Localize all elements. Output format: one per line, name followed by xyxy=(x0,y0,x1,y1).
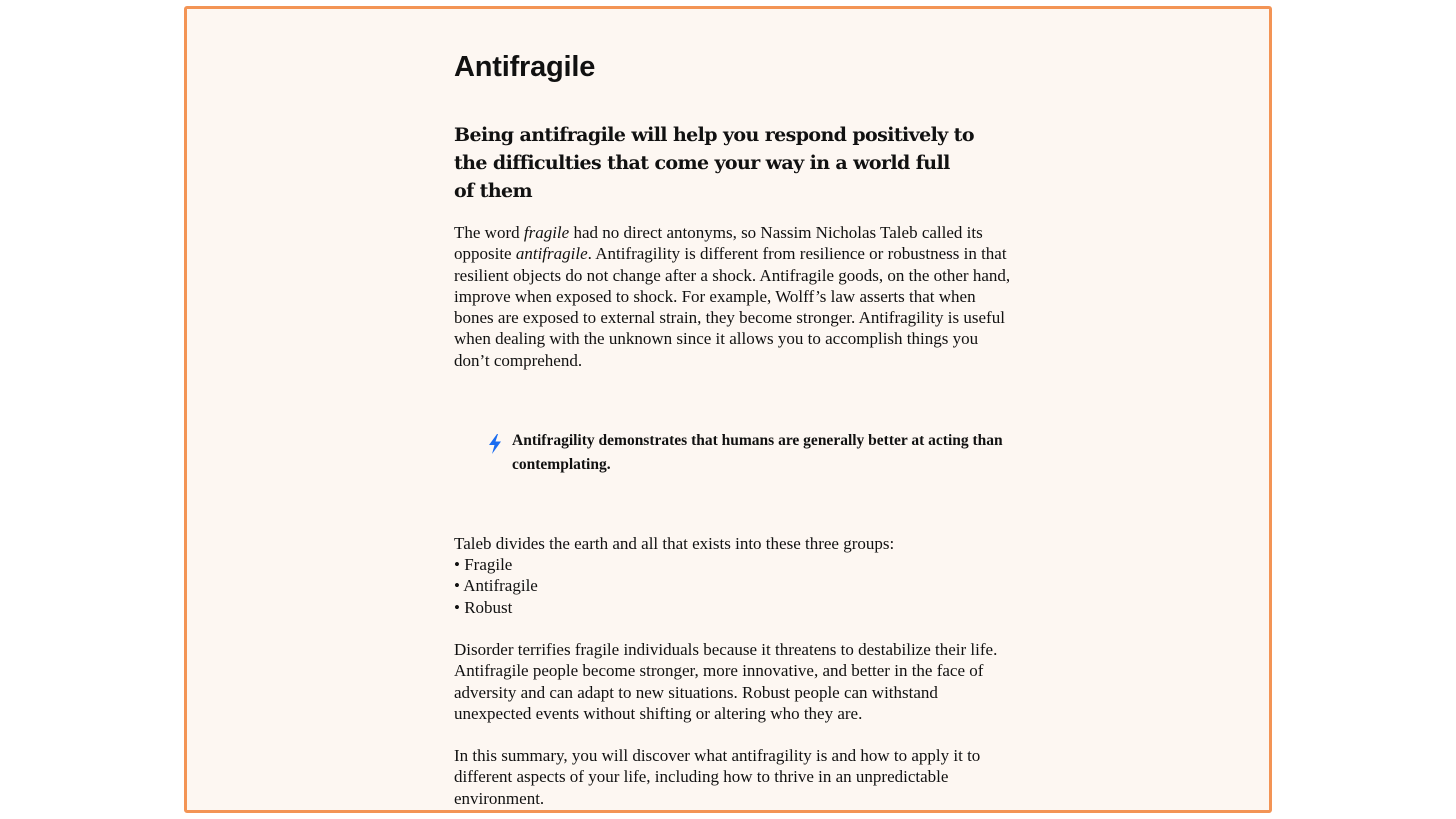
lightning-bolt-icon xyxy=(488,434,502,454)
groups-intro: Taleb divides the earth and all that exists into these three groups: xyxy=(454,534,895,553)
intro-emphasis-fragile: fragile xyxy=(523,223,570,242)
list-item: • Fragile xyxy=(454,554,538,575)
intro-text-rest: . Antifragility is different from resilience or robustness in that resilient objects do not change after a shock. Antifragile goods, on the other hand, improve when exposed to shock. For example, Wolff’s law asserts that when bones are exposed to external strain, they become stronger. Antifragility is useful when dealing with the unknown since it allows you to accomplish things you don’t comprehend. xyxy=(454,244,1011,370)
disorder-paragraph: Disorder terrifies fragile individuals because it threatens to destabilize their life. Antifragile people become stronger, more innovative, and better in the face of adversity and can adapt to new situations. Robust people can withstand unexpected events without shifting or altering who they are. xyxy=(454,640,998,723)
callout-text: Antifragility demonstrates that humans are generally better at acting than contemplating. xyxy=(512,432,1003,473)
groups-list xyxy=(454,554,538,618)
article-frame xyxy=(184,6,1272,813)
article-subtitle: Being antifragile will help you respond positively to the difficulties that come your way in a world full of them xyxy=(454,124,974,202)
intro-paragraph xyxy=(454,222,1014,371)
list-item: • Antifragile xyxy=(454,575,538,596)
list-item: • Robust xyxy=(454,597,538,618)
intro-text-middle: had no direct antonyms, so Nassim Nicholas Taleb called its opposite xyxy=(454,223,983,264)
intro-text-start: The word xyxy=(454,223,524,242)
page-title: Antifragile xyxy=(454,51,596,83)
intro-emphasis-antifragile: antifragile xyxy=(515,244,588,264)
summary-paragraph: In this summary, you will discover what antifragility is and how to apply it to different aspects of your life, including how to thrive in an unpredictable environment. xyxy=(454,746,981,808)
